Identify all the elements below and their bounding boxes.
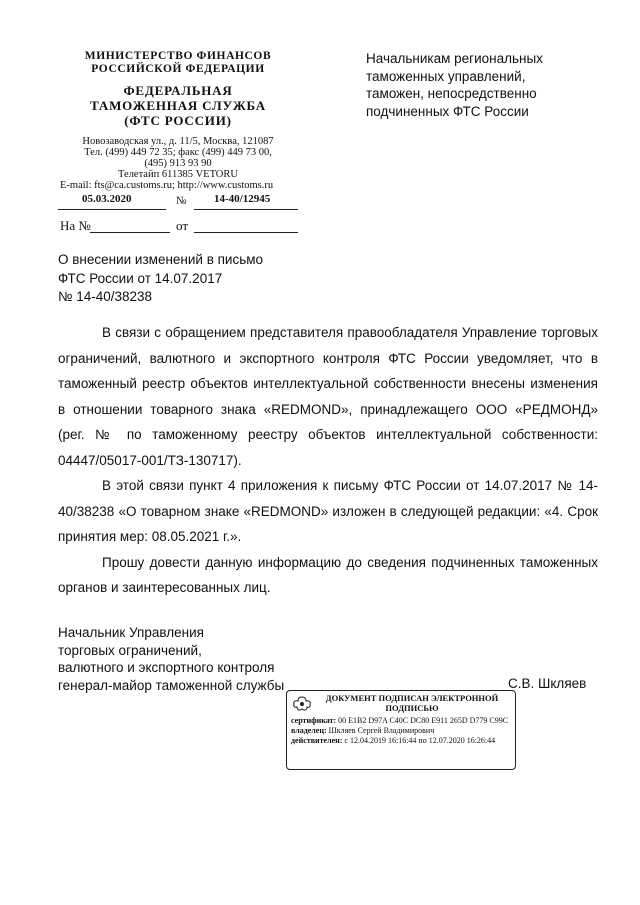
emblem-icon bbox=[291, 695, 313, 713]
stamp-header bbox=[291, 694, 511, 713]
addressee: Начальникам региональных таможенных управлений, таможен, непосредственно подчиненных ФТС России bbox=[366, 51, 543, 119]
registration-row bbox=[58, 193, 298, 211]
validity-line: действителен: с 12.04.2019 16:16:44 по 12.07.2020 16:26:44 bbox=[291, 736, 496, 745]
body-paragraph-1: В связи с обращением представителя правообладателя Управление торговых ограничений, валютного и экспортного контроля ФТС России уведомляет, что в таможенный реестр объектов интеллектуальной собственности внесены изменения в отношении товарного знака «REDMOND», принадлежащего ООО «РЕДМОНД» (рег. № по таможенному реестру объектов интеллектуальной собственности: 04447/05017-001/ТЗ-130717). bbox=[58, 325, 598, 468]
reference-row bbox=[58, 218, 298, 236]
stamp-title: ДОКУМЕНТ ПОДПИСАН ЭЛЕКТРОННОЙ ПОДПИСЬЮ bbox=[325, 693, 499, 713]
body-paragraph-3: Прошу довести данную информацию до сведения подчиненных таможенных органов и заинтересованных лиц. bbox=[58, 554, 598, 595]
signer-position: Начальник Управления торговых ограничений, валютного и экспортного контроля генерал-майор таможенной службы bbox=[58, 625, 285, 693]
number-underline bbox=[194, 209, 298, 210]
email-line: E-mail: fts@ca.customs.ru; http://www.customs.ru bbox=[60, 180, 274, 191]
letter-body bbox=[58, 320, 598, 601]
date-underline bbox=[58, 209, 166, 210]
ref-date-underline bbox=[194, 232, 298, 233]
letter-date: 05.03.2020 bbox=[82, 193, 132, 205]
number-label: № bbox=[176, 195, 187, 207]
ministry-name: МИНИСТЕРСТВО ФИНАНСОВ РОССИЙСКОЙ ФЕДЕРАЦИИ bbox=[84, 50, 272, 75]
signer-name: С.В. Шкляев bbox=[508, 676, 587, 691]
ref-number-label: На № bbox=[60, 218, 91, 233]
body-paragraph-2: В этой связи пункт 4 приложения к письму ФТС России от 14.07.2017 № 14-40/38238 «О товарном знаке «REDMOND» изложен в следующей редакции: «4. Срок принятия мер: 08.05.2021 г.». bbox=[58, 478, 598, 544]
ref-from-label: от bbox=[176, 218, 189, 233]
stamp-details bbox=[291, 716, 511, 746]
subject: О внесении изменений в письмо ФТС России от 14.07.2017 № 14-40/38238 bbox=[58, 252, 264, 304]
owner-line: владелец: Шкляев Сергей Владимирович bbox=[291, 726, 435, 735]
letter-number: 14-40/12945 bbox=[214, 193, 271, 205]
contact-info: Новозаводская ул., д. 11/5, Москва, 121087 Тел. (499) 449 72 35; факс (499) 449 73 00, (495) 913 93 90 Телетайп 611385 VETORU E-mail: fts@ca.customs.ru; http://www.customs.ru bbox=[58, 136, 298, 191]
service-name: ФЕДЕРАЛЬНАЯ ТАМОЖЕННАЯ СЛУЖБА (ФТС РОССИИ) bbox=[90, 83, 266, 128]
ref-number-underline bbox=[90, 232, 170, 233]
certificate-line: сертификат: 00 E1B2 D97A C40C DC80 E911 265D D779 C99C bbox=[291, 716, 509, 725]
e-signature-stamp bbox=[286, 690, 516, 770]
letterhead bbox=[58, 50, 298, 191]
